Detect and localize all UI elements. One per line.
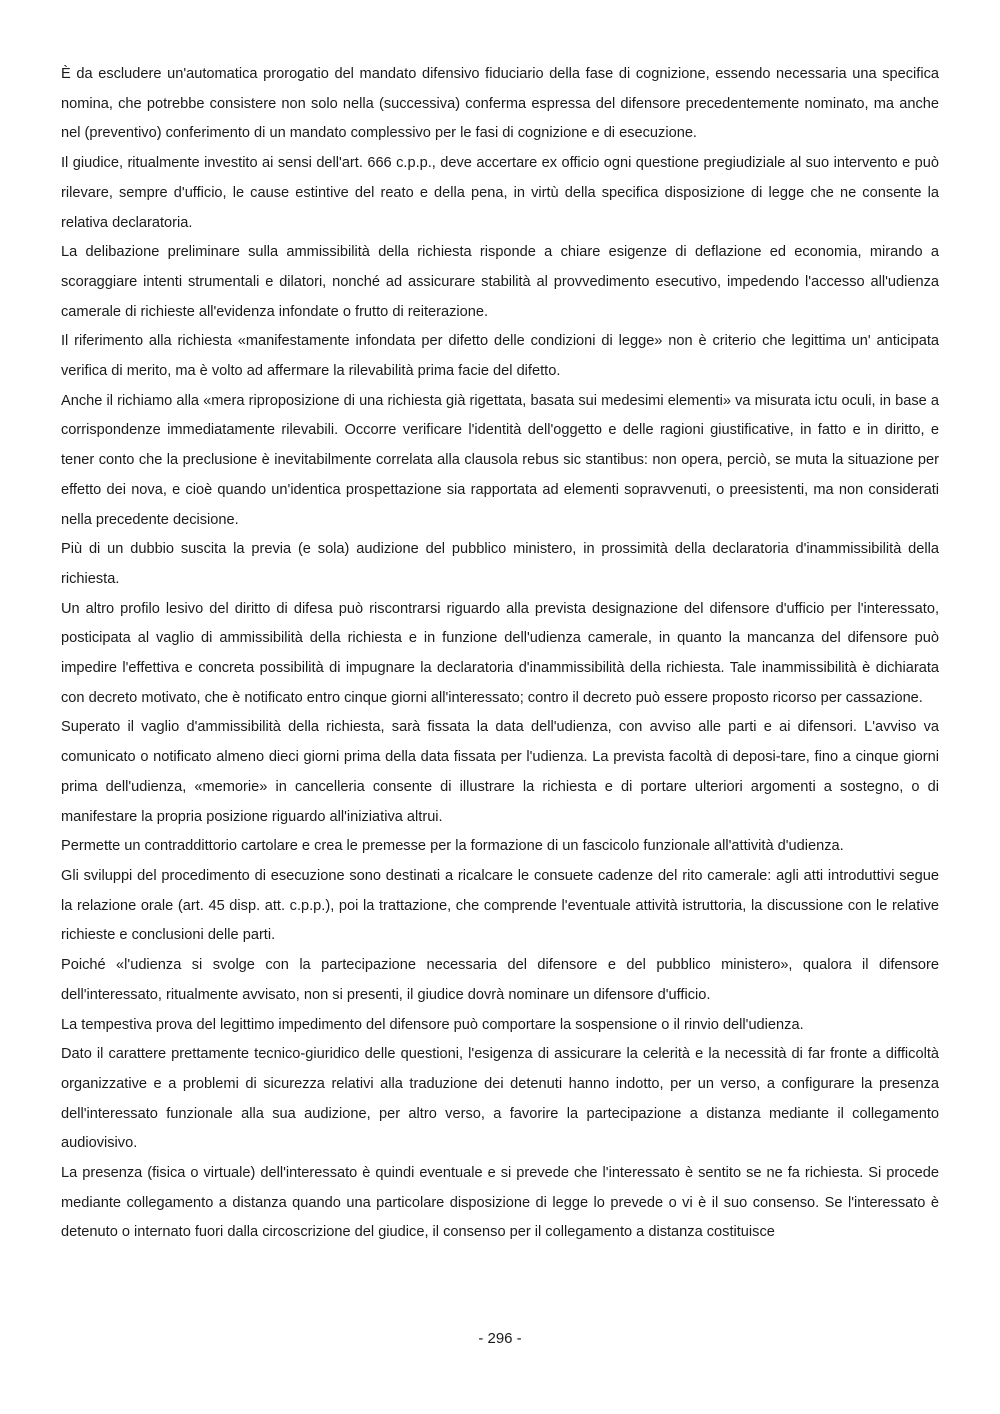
paragraph: Poiché «l'udienza si svolge con la partecipazione necessaria del difensore e del pubblico ministero», qualora il difensore dell'interessato, ritualmente avvisato, non si presenti, il giudice dovrà nominare un difensore d'ufficio. [61,957,939,1003]
page-number: - 296 - [478,1330,522,1347]
paragraph: Il riferimento alla richiesta «manifestamente infondata per difetto delle condizioni di legge» non è criterio che legittima un' anticipata verifica di merito, ma è volto ad affermare la rilevabilità prima facie del difetto. [61,333,939,380]
paragraph: La tempestiva prova del legittimo impedimento del difensore può comportare la sospensione o il rinvio dell'udienza. [61,1016,804,1033]
paragraph: La delibazione preliminare sulla ammissibilità della richiesta risponde a chiare esigenze di deflazione ed economia, mirando a scoraggiare intenti strumentali e dilatori, nonché ad assicurare stabilità al provvedimento esecutivo, impedendo l'accesso all'udienza camerale di richieste all'evidenza infondate o frutto di reiterazione. [61,244,939,320]
paragraph: Un altro profilo lesivo del diritto di difesa può riscontrarsi riguardo alla prevista designazione del difensore d'ufficio per l'interessato, posticipata al vaglio di ammissibilità della richiesta e in funzione dell'udienza camerale, in quanto la mancanza del difensore può impedire l'effettiva e concreta possibilità di impugnare la declaratoria d'inammissibilità della richiesta. Tale inammissibilità è dichiarata con decreto motivato, che è notificato entro cinque giorni all'interessato; contro il decreto può essere proposto ricorso per cassazione. [61,600,939,706]
paragraph: Dato il carattere prettamente tecnico-giuridico delle questioni, l'esigenza di assicurare la celerità e la necessità di far fronte a difficoltà organizzative e a problemi di sicurezza relativi alla traduzione dei detenuti hanno indotto, per un verso, a configurare la presenza dell'interessato funzionale alla sua audizione, per altro verso, a favorire la partecipazione a distanza mediante il collegamento audiovisivo. [61,1046,939,1152]
paragraph: Il giudice, ritualmente investito ai sensi dell'art. 666 c.p.p., deve accertare ex officio ogni questione pregiudiziale al suo intervento e può rilevare, sempre d'ufficio, le cause estintive del reato e della pena, in virtù della specifica disposizione di legge che ne consente la relativa declaratoria. [61,155,939,231]
paragraph: È da escludere un'automatica prorogatio del mandato difensivo fiduciario della fase di cognizione, essendo necessaria una specifica nomina, che potrebbe consistere non solo nella (successiva) conferma espressa del difensore precedentemente nominato, ma anche nel (preventivo) conferimento di un mandato complessivo per le fasi di cognizione e di esecuzione. [61,66,939,142]
paragraph: Più di un dubbio suscita la previa (e sola) audizione del pubblico ministero, in prossimità della declaratoria d'inammissibilità della richiesta. [61,541,939,587]
paragraph: La presenza (fisica o virtuale) dell'interessato è quindi eventuale e si prevede che l'interessato è sentito se ne fa richiesta. Si procede mediante collegamento a distanza quando una particolare disposizione di legge lo prevede o vi è il suo consenso. Se l'interessato è detenuto o internato fuori dalla circoscrizione del giudice, il consenso per il collegamento a distanza costituisce [61,1165,939,1241]
document-body [61,60,939,1248]
paragraph: Anche il richiamo alla «mera riproposizione di una richiesta già rigettata, basata sui medesimi elementi» va misurata ictu oculi, in base a corrispondenze immediatamente rilevabili. Occorre verificare l'identità dell'oggetto e delle ragioni giustificative, in fatto e in diritto, e tener conto che la preclusione è inevitabilmente correlata alla clausola rebus sic stantibus: non opera, perciò, se muta la situazione per effetto dei nova, e cioè quando un'identica prospettazione sia rapportata ad elementi sopravvenuti, o preesistenti, ma non considerati nella precedente decisione. [61,392,939,528]
paragraph: Permette un contraddittorio cartolare e crea le premesse per la formazione di un fascicolo funzionale all'attività d'udienza. [61,838,844,855]
paragraph: Superato il vaglio d'ammissibilità della richiesta, sarà fissata la data dell'udienza, con avviso alle parti e ai difensori. L'avviso va comunicato o notificato almeno dieci giorni prima della data fissata per l'udienza. La prevista facoltà di deposi-tare, fino a cinque giorni prima dell'udienza, «memorie» in cancelleria consente di illustrare la richiesta e di portare ulteriori argomenti a sostegno, o di manifestare la propria posizione riguardo all'iniziativa altrui. [61,719,939,825]
paragraph: Gli sviluppi del procedimento di esecuzione sono destinati a ricalcare le consuete cadenze del rito camerale: agli atti introduttivi segue la relazione orale (art. 45 disp. att. c.p.p.), poi la trattazione, che comprende l'eventuale attività istruttoria, la discussione con le relative richieste e conclusioni delle parti. [61,867,939,944]
